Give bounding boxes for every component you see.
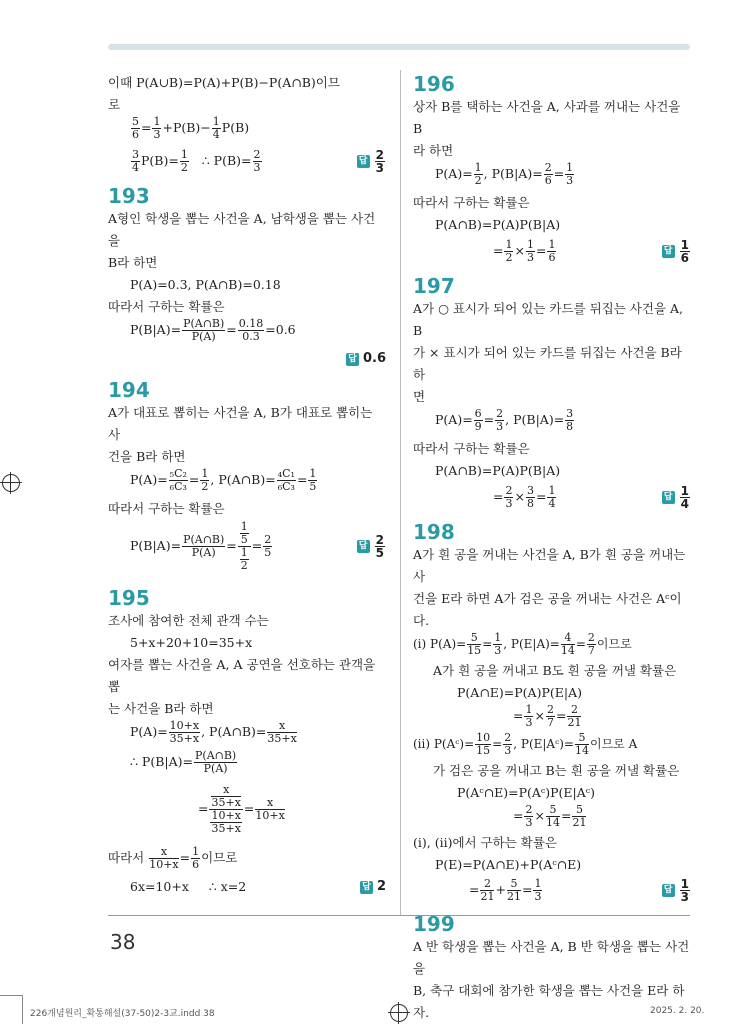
equation: $\frac{5}{6}$ = $\frac{1}{3}$ +P(B)− $\frac{1}{4}$ P(B) <box>132 115 250 141</box>
text-line: 여자를 뽑는 사건을 A, A 공연을 선호하는 관객을 뽑 <box>108 657 376 694</box>
equation: P(A)= $\frac{6}{9}$ = $\frac{2}{3}$ , P(B|A)= $\frac{3}{8}$ <box>435 407 574 433</box>
text-line: (i), (ii)에서 구하는 확률은 <box>413 835 557 850</box>
equation-line: (ii) P(Aᶜ)= $\frac{10}{15}$ = $\frac{2}{3}$ , P(E|Aᶜ)= $\frac{5}{14}$ 이므로 A <box>413 731 638 757</box>
equation: = $\frac{1}{2}$ × $\frac{1}{3}$ = $\frac{1}{6}$ <box>493 237 556 264</box>
text-line: A가 흰 공을 꺼내고 B도 흰 공을 꺼낼 확률은 <box>433 663 677 678</box>
equation-row <box>413 482 691 512</box>
text-line: A가 흰 공을 꺼내는 사건을 A, B가 흰 공을 꺼내는 사 <box>413 547 686 584</box>
problem-number: 193 <box>108 184 150 208</box>
text-line: 건을 B라 하면 <box>108 449 186 464</box>
equation: P(A∩B)=P(A)P(B|A) <box>435 217 561 232</box>
equation: = $\frac{2}{21}$ + $\frac{5}{21}$ = $\frac{1}{3}$ <box>469 876 542 903</box>
answer: 답 $\frac{2}{5}$ <box>357 534 386 559</box>
text-line: B라 하면 <box>108 255 158 270</box>
problem-197 <box>413 274 691 512</box>
answer: 답 $\frac{1}{3}$ <box>662 878 691 903</box>
equation-row <box>108 146 386 176</box>
text-line: A가 ○ 표시가 되어 있는 카드를 뒤집는 사건을 A, B <box>413 301 683 338</box>
top-decor-bar <box>108 44 690 50</box>
answer-tag-icon: 답 <box>662 491 675 504</box>
crop-mark <box>22 995 23 1024</box>
text-line: A 반 학생을 뽑는 사건을 A, B 반 학생을 뽑는 사건을 <box>413 939 690 976</box>
problem-number: 195 <box>108 586 150 610</box>
page-number: 38 <box>110 930 136 954</box>
registration-mark-icon <box>390 1004 408 1022</box>
text-line: 따라서 구하는 확률은 <box>108 501 225 516</box>
problem-number: 196 <box>413 72 455 96</box>
equation-line: 따라서 $\frac{x}{10+x}$ = $\frac{1}{6}$ 이므로 <box>108 845 238 871</box>
equation-row <box>413 236 691 266</box>
intro-block <box>108 72 386 176</box>
equation-row <box>108 520 386 572</box>
equation: 6x=10+x ∴ x=2 <box>130 879 247 894</box>
equation: P(A)= $\frac{\text{₅C₂}}{\text{₆C₃}}$ = $\frac{1}{2}$ , P(A∩B)= $\frac{\text{₄C₁}}{\text{₆C₃}}$ = $\frac{1}{5}$ <box>130 467 317 493</box>
text-line: 가 × 표시가 되어 있는 카드를 뒤집는 사건을 B라 하 <box>413 345 682 382</box>
problem-196 <box>413 72 691 266</box>
text-line: B, 축구 대회에 참가한 학생을 뽑는 사건을 E라 하자. <box>413 983 685 1020</box>
equation: P(B|A)= $\frac{P(A\cap B)}{P(A)}$ = $\frac{\frac{1}{5}}{\frac{1}{2}}$ = $\frac{2}{5}$ <box>130 519 272 572</box>
text-line: 상자 B를 택하는 사건을 A, 사과를 꺼내는 사건을 B <box>413 99 681 136</box>
equation: = $\frac{2}{3}$ × $\frac{3}{8}$ = $\frac{1}{4}$ <box>493 483 556 510</box>
equation: P(Aᶜ∩E)=P(Aᶜ)P(E|Aᶜ) <box>457 785 595 800</box>
equation-line: (i) P(A)= $\frac{5}{15}$ = $\frac{1}{3}$ , P(E|A)= $\frac{4}{14}$ = $\frac{2}{7}$ 이므로 <box>413 631 632 657</box>
answer: 답 $\frac{1}{6}$ <box>662 239 691 264</box>
crop-mark <box>0 995 22 996</box>
problem-195 <box>108 586 386 898</box>
equation: ∴ P(B|A)= $\frac{P(A\cap B)}{P(A)}$ <box>130 749 237 775</box>
right-column <box>413 72 691 1024</box>
answer: 답 2 <box>360 876 386 898</box>
problem-194 <box>108 378 386 572</box>
text-line: A형인 학생을 뽑는 사건을 A, 남학생을 뽑는 사건을 <box>108 211 376 248</box>
text-line: 따라서 구하는 확률은 <box>413 195 530 210</box>
equation: = $\frac{2}{3}$ × $\frac{5}{14}$ = $\frac{5}{21}$ <box>513 803 587 829</box>
text-line: 로 <box>108 97 121 112</box>
footer-file: 226개념원리_확통해설(37-50)2-3교.indd 38 <box>30 1009 215 1019</box>
text-line: 면 <box>413 389 426 404</box>
equation-row <box>413 876 691 904</box>
equation: 5+x+20+10=35+x <box>130 635 253 650</box>
text-line: 따라서 구하는 확률은 <box>108 299 225 314</box>
problem-193 <box>108 184 386 370</box>
text-line: 이때 P(A∪B)=P(A)+P(B)−P(A∩B)이므 <box>108 75 340 90</box>
problem-number: 197 <box>413 274 455 298</box>
answer-tag-icon: 답 <box>360 881 373 894</box>
equation: P(A∩E)=P(A)P(E|A) <box>457 685 582 700</box>
text-line: 건을 E라 하면 A가 검은 공을 꺼내는 사건은 Aᶜ이다. <box>413 591 682 628</box>
left-column <box>108 72 386 898</box>
equation: P(A)= $\frac{10+x}{35+x}$ , P(A∩B)= $\frac{x}{35+x}$ <box>130 719 297 745</box>
text-line: 가 검은 공을 꺼내고 B는 흰 공을 꺼낼 확률은 <box>433 763 680 778</box>
problem-198 <box>413 520 691 904</box>
answer: 답 $\frac{2}{3}$ <box>357 149 386 174</box>
answer: 답 0.6 <box>108 348 386 370</box>
equation: P(E)=P(A∩E)+P(Aᶜ∩E) <box>435 857 582 872</box>
answer-tag-icon: 답 <box>357 155 370 168</box>
equation: P(A∩B)=P(A)P(B|A) <box>435 463 561 478</box>
text-line: 조사에 참여한 전체 관객 수는 <box>108 613 269 628</box>
equation: P(B|A)= $\frac{P(A\cap B)}{P(A)}$ = $\frac{0.18}{0.3}$ =0.6 <box>130 317 296 343</box>
problem-number: 194 <box>108 378 150 402</box>
column-divider <box>400 70 401 915</box>
text-line: 따라서 구하는 확률은 <box>413 441 530 456</box>
answer-tag-icon: 답 <box>357 540 370 553</box>
equation-row <box>108 876 386 898</box>
footer-date: 2025. 2. 20. <box>650 1006 705 1016</box>
equation: = $\frac{\frac{x}{35+x}}{\frac{10+x}{35+x}}$ = $\frac{x}{10+x}$ <box>198 783 285 835</box>
answer-tag-icon: 답 <box>346 353 359 366</box>
equation: = $\frac{1}{3}$ × $\frac{2}{7}$ = $\frac{2}{21}$ <box>513 703 582 729</box>
text-line: A가 대표로 뽑히는 사건을 A, B가 대표로 뽑히는 사 <box>108 405 373 442</box>
problem-number: 198 <box>413 520 455 544</box>
answer-tag-icon: 답 <box>662 884 675 897</box>
registration-mark-icon <box>2 474 20 492</box>
answer: 답 $\frac{1}{4}$ <box>662 485 691 510</box>
problem-number: 199 <box>413 912 455 936</box>
answer-tag-icon: 답 <box>662 245 675 258</box>
equation: $\frac{3}{4}$ P(B)= $\frac{1}{2}$ ∴ P(B)= $\frac{2}{3}$ <box>132 147 261 174</box>
equation: P(A)=0.3, P(A∩B)=0.18 <box>130 277 281 292</box>
text-line: 라 하면 <box>413 143 454 158</box>
text-line: 는 사건을 B라 하면 <box>108 701 214 716</box>
equation: P(A)= $\frac{1}{2}$ , P(B|A)= $\frac{2}{6}$ = $\frac{1}{3}$ <box>435 161 574 187</box>
